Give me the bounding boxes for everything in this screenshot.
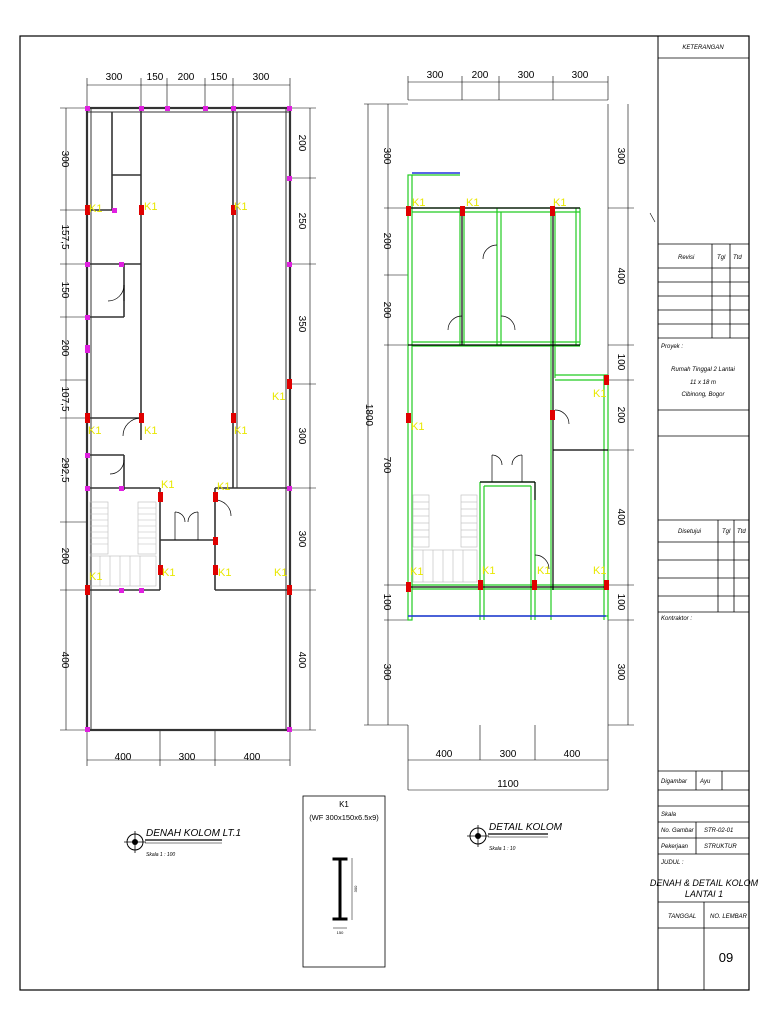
dim-text: 200 xyxy=(59,547,70,565)
digambar-value: Ayu xyxy=(700,779,711,785)
k1-label: K1 xyxy=(482,565,496,577)
plan-title: DENAH KOLOM LT.1 xyxy=(146,828,242,839)
right-plan xyxy=(363,70,655,852)
dim-text: 400 xyxy=(563,749,581,760)
dim-text: 300 xyxy=(615,147,626,165)
k1-label: K1 xyxy=(162,567,176,579)
column-detail-width: 150 xyxy=(336,930,344,935)
k1-label: K1 xyxy=(234,201,248,213)
disetujui-tgl-header: Tgl xyxy=(722,529,731,535)
dim-text: 300 xyxy=(571,70,589,81)
dim-text: 100 xyxy=(615,593,626,611)
right-plan-k1-labels xyxy=(410,197,606,578)
right-plan-walls xyxy=(408,208,608,590)
dim-text: 1100 xyxy=(497,779,519,790)
plan-title: DETAIL KOLOM xyxy=(489,822,562,833)
right-plan-k1-columns xyxy=(406,206,609,592)
column-detail-name: K1 xyxy=(339,800,349,809)
no-lembar-label: NO. LEMBAR xyxy=(710,914,748,920)
dim-text: 400 xyxy=(296,651,307,669)
dim-text: 1800 xyxy=(363,403,374,427)
dim-text: 200 xyxy=(296,134,307,152)
no-gambar-label: No. Gambar xyxy=(661,828,694,834)
k1-label: K1 xyxy=(593,565,607,577)
dim-text: 300 xyxy=(105,72,123,83)
dim-text: 300 xyxy=(296,427,307,445)
k1-label: K1 xyxy=(411,421,425,433)
k1-label: K1 xyxy=(218,567,232,579)
dim-text: 300 xyxy=(178,752,196,763)
tanggal-label: TANGGAL xyxy=(668,914,697,920)
dim-text: 400 xyxy=(435,749,453,760)
left-plan-walls xyxy=(87,108,290,730)
disetujui-ttd-header: Ttd xyxy=(737,529,746,535)
pekerjaan-value: STRUKTUR xyxy=(704,844,737,850)
judul-line: LANTAI 1 xyxy=(684,889,724,899)
revisi-ttd-header: Ttd xyxy=(733,255,742,261)
dim-text: 300 xyxy=(426,70,444,81)
title-block xyxy=(650,45,759,990)
k1-label: K1 xyxy=(144,425,158,437)
proyek-line: Rumah Tinggal 2 Lantai xyxy=(671,367,735,373)
dim-text: 300 xyxy=(615,663,626,681)
dim-text: 200 xyxy=(177,72,195,83)
dim-text: 200 xyxy=(59,339,70,357)
k1-label: K1 xyxy=(553,197,567,209)
column-detail xyxy=(303,796,385,967)
dim-text: 400 xyxy=(615,508,626,526)
dim-text: 200 xyxy=(471,70,489,81)
dim-text: 250 xyxy=(296,212,307,230)
disetujui-header: Disetujui xyxy=(678,529,702,535)
k1-label: K1 xyxy=(89,571,103,583)
kontraktor-label: Kontraktor : xyxy=(661,616,693,622)
left-plan-k1-labels xyxy=(88,201,287,583)
column-detail-spec: (WF 300x150x6.5x9) xyxy=(309,813,379,822)
dim-text: 400 xyxy=(114,752,132,763)
dim-text: 100 xyxy=(615,353,626,371)
k1-label: K1 xyxy=(234,425,248,437)
dim-text: 150 xyxy=(146,72,164,83)
dim-text: 300 xyxy=(381,663,392,681)
right-plan-beams xyxy=(408,175,608,620)
k1-label: K1 xyxy=(593,388,607,400)
dim-text: 350 xyxy=(296,315,307,333)
keterangan-label: KETERANGAN xyxy=(682,45,724,51)
revisi-tgl-header: Tgl xyxy=(717,255,726,261)
dim-text: 200 xyxy=(615,406,626,424)
sheet-number: 09 xyxy=(718,950,734,965)
dim-text: 300 xyxy=(499,749,517,760)
left-plan-doors xyxy=(108,285,231,540)
k1-label: K1 xyxy=(272,391,286,403)
sheet-border xyxy=(20,36,749,990)
no-gambar-value: STR-02-01 xyxy=(704,828,734,834)
dim-text: 300 xyxy=(296,530,307,548)
plan-scale: Skala 1 : 10 xyxy=(489,846,516,852)
left-plan-dim-lines xyxy=(60,78,316,766)
dim-text: 157,5 xyxy=(59,224,70,250)
wf-profile-icon xyxy=(333,858,352,928)
dim-text: 300 xyxy=(59,150,70,168)
left-plan xyxy=(59,72,316,858)
pekerjaan-label: Pekerjaan xyxy=(661,844,689,850)
judul-line: DENAH & DETAIL KOLOM xyxy=(649,878,759,888)
k1-label: K1 xyxy=(144,201,158,213)
dim-text: 200 xyxy=(381,301,392,319)
skala-label: Skala xyxy=(661,812,677,818)
k1-label: K1 xyxy=(161,479,175,491)
dim-text: 150 xyxy=(59,281,70,299)
digambar-label: Digambar xyxy=(661,779,688,785)
left-plan-magenta-markers xyxy=(85,106,292,732)
k1-label: K1 xyxy=(88,425,102,437)
dim-text: 400 xyxy=(59,651,70,669)
k1-label: K1 xyxy=(412,197,426,209)
k1-label: K1 xyxy=(89,203,103,215)
dim-text: 150 xyxy=(210,72,228,83)
column-detail-height: 300 xyxy=(353,885,358,893)
dim-text: 300 xyxy=(381,147,392,165)
dim-text: 700 xyxy=(381,456,392,474)
k1-label: K1 xyxy=(217,481,231,493)
proyek-label: Proyek : xyxy=(661,344,684,350)
dim-text: 100 xyxy=(381,593,392,611)
k1-label: K1 xyxy=(537,565,551,577)
dim-text: 300 xyxy=(252,72,270,83)
dim-text: 400 xyxy=(615,267,626,285)
k1-label: K1 xyxy=(466,197,480,209)
dim-text: 107,5 xyxy=(59,386,70,412)
dim-text: 400 xyxy=(243,752,261,763)
k1-label: K1 xyxy=(410,566,424,578)
revisi-header: Revisi xyxy=(678,255,695,261)
proyek-line: Cibinong, Bogor xyxy=(681,392,725,398)
dim-text: 292,5 xyxy=(59,457,70,483)
dim-text: 200 xyxy=(381,232,392,250)
left-plan-title-block xyxy=(124,828,241,858)
dim-text: 300 xyxy=(517,70,535,81)
proyek-line: 11 x 18 m xyxy=(690,380,716,386)
right-plan-title-block xyxy=(467,822,563,852)
k1-label: K1 xyxy=(274,567,288,579)
judul-label: JUDUL : xyxy=(661,860,684,866)
plan-scale: Skala 1 : 100 xyxy=(146,852,176,858)
right-plan-dim-texts xyxy=(363,70,626,790)
